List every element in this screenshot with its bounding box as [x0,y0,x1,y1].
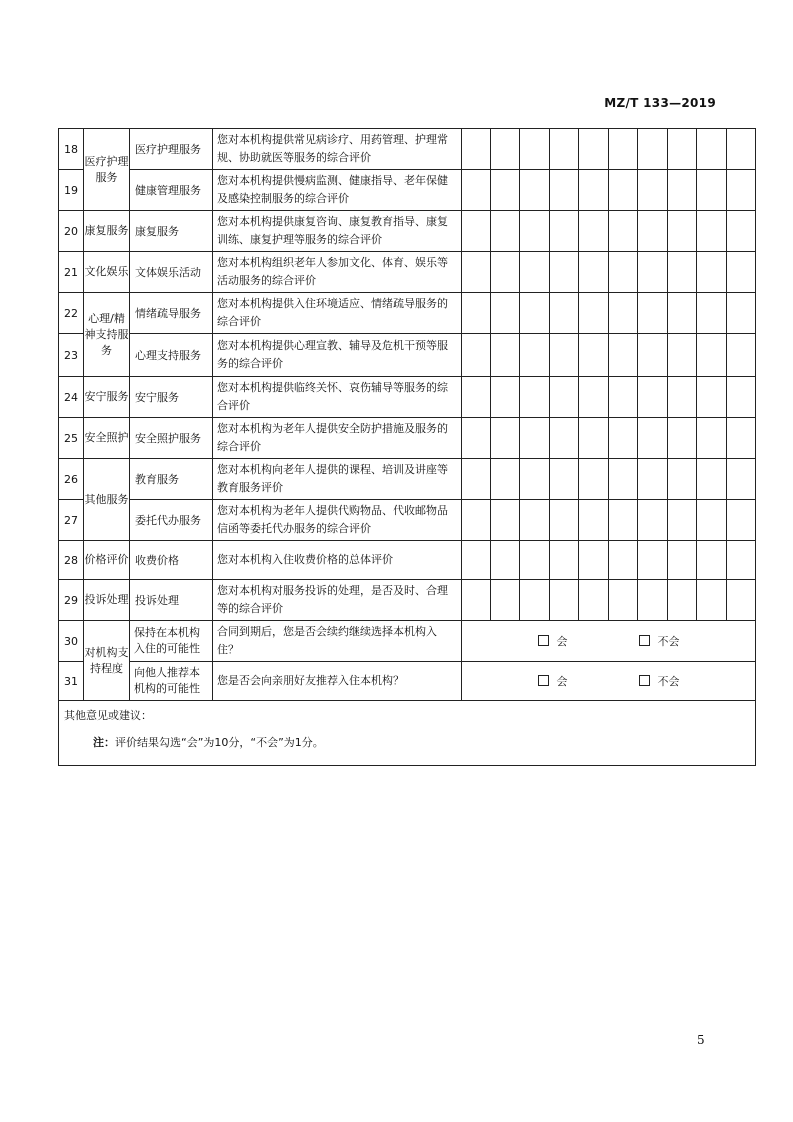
score-cell[interactable] [609,129,638,170]
category-cell: 对机构支持程度 [84,621,130,701]
score-cell[interactable] [520,580,550,621]
score-cell[interactable] [668,418,697,459]
score-cell[interactable] [609,170,638,211]
row-number: 21 [59,252,84,293]
footnote [93,734,324,750]
score-cell[interactable] [579,377,609,418]
item-cell: 情绪疏导服务 [130,293,213,334]
score-cell[interactable] [491,170,520,211]
standard-code: MZ/T 133—2019 [604,96,716,110]
score-cell[interactable] [550,170,579,211]
score-cell[interactable] [462,293,491,334]
score-cell[interactable] [697,129,727,170]
score-cell[interactable] [697,418,727,459]
description-cell: 您对本机构提供常见病诊疗、用药管理、护理常规、协助就医等服务的综合评价 [213,129,462,170]
score-cell[interactable] [579,334,609,377]
score-cell[interactable] [727,541,756,580]
score-cell[interactable] [638,541,668,580]
item-cell: 委托代办服务 [130,500,213,541]
item-cell: 教育服务 [130,459,213,500]
score-cell[interactable] [462,500,491,541]
score-cell[interactable] [727,334,756,377]
item-cell: 投诉处理 [130,580,213,621]
table-row [59,293,756,334]
table-row [59,459,756,500]
row-number: 25 [59,418,84,459]
score-cell[interactable] [491,541,520,580]
score-cell[interactable] [638,580,668,621]
score-cell[interactable] [638,252,668,293]
score-cell[interactable] [462,459,491,500]
score-cell[interactable] [697,170,727,211]
option-no-label: 不会 [657,675,680,688]
note-prefix: 注： [93,736,115,749]
score-cell[interactable] [550,129,579,170]
score-cell[interactable] [697,541,727,580]
row-number: 24 [59,377,84,418]
score-cell[interactable] [668,293,697,334]
score-cell[interactable] [609,211,638,252]
score-cell[interactable] [727,170,756,211]
score-cell[interactable] [491,580,520,621]
score-cell[interactable] [520,377,550,418]
score-cell[interactable] [550,580,579,621]
item-cell: 保持在本机构入住的可能性 [130,621,213,662]
description-cell: 您对本机构入住收费价格的总体评价 [213,541,462,580]
table-row [59,334,756,377]
evaluation-table [58,128,756,766]
score-cell[interactable] [638,377,668,418]
score-cell[interactable] [697,211,727,252]
row-number: 22 [59,293,84,334]
item-cell: 文体娱乐活动 [130,252,213,293]
score-cell[interactable] [579,500,609,541]
other-comments-field[interactable] [59,701,756,766]
row-number: 23 [59,334,84,377]
table-row [59,662,756,701]
description-cell: 您对本机构对服务投诉的处理，是否及时、合理等的综合评价 [213,580,462,621]
score-cell[interactable] [727,252,756,293]
score-cell[interactable] [638,418,668,459]
score-cell[interactable] [609,293,638,334]
score-cell[interactable] [727,459,756,500]
row-number: 18 [59,129,84,170]
checkbox-icon[interactable] [639,635,650,646]
score-cell[interactable] [697,252,727,293]
score-cell[interactable] [697,377,727,418]
score-cell[interactable] [491,252,520,293]
item-cell: 安宁服务 [130,377,213,418]
category-cell: 医疗护理服务 [84,129,130,211]
score-cell[interactable] [727,377,756,418]
score-cell[interactable] [638,170,668,211]
score-cell[interactable] [462,580,491,621]
description-cell: 您对本机构提供康复咨询、康复教育指导、康复训练、康复护理等服务的综合评价 [213,211,462,252]
table-row [59,500,756,541]
table-row [59,252,756,293]
score-cell[interactable] [550,334,579,377]
description-cell: 您是否会向亲朋好友推荐入住本机构？ [213,662,462,701]
category-cell: 价格评价 [84,541,130,580]
score-cell[interactable] [550,293,579,334]
score-cell[interactable] [579,293,609,334]
score-cell[interactable] [520,170,550,211]
score-cell[interactable] [520,211,550,252]
score-cell[interactable] [579,129,609,170]
choice-cell [462,662,756,701]
score-cell[interactable] [727,129,756,170]
score-cell[interactable] [491,377,520,418]
category-cell: 安全照护 [84,418,130,459]
item-cell: 心理支持服务 [130,334,213,377]
option-no-label: 不会 [657,635,680,648]
score-cell[interactable] [550,500,579,541]
score-cell[interactable] [697,334,727,377]
table-row [59,377,756,418]
score-cell[interactable] [579,541,609,580]
score-cell[interactable] [491,334,520,377]
score-cell[interactable] [668,500,697,541]
score-cell[interactable] [697,500,727,541]
table-row [59,418,756,459]
score-cell[interactable] [462,334,491,377]
item-cell: 向他人推荐本机构的可能性 [130,662,213,701]
score-cell[interactable] [668,211,697,252]
score-cell[interactable] [550,252,579,293]
checkbox-icon[interactable] [639,675,650,686]
score-cell[interactable] [520,129,550,170]
item-cell: 健康管理服务 [130,170,213,211]
row-number: 27 [59,500,84,541]
score-cell[interactable] [668,252,697,293]
category-cell: 康复服务 [84,211,130,252]
item-cell: 收费价格 [130,541,213,580]
score-cell[interactable] [668,580,697,621]
row-number: 30 [59,621,84,662]
table-row [59,580,756,621]
option-no[interactable] [639,673,680,689]
score-cell[interactable] [727,418,756,459]
table-row [59,211,756,252]
description-cell: 您对本机构为老年人提供代购物品、代收邮物品信函等委托代办服务的综合评价 [213,500,462,541]
score-cell[interactable] [668,541,697,580]
item-cell: 康复服务 [130,211,213,252]
score-cell[interactable] [579,459,609,500]
score-cell[interactable] [462,418,491,459]
score-cell[interactable] [668,170,697,211]
score-cell[interactable] [638,293,668,334]
score-cell[interactable] [520,418,550,459]
score-cell[interactable] [727,293,756,334]
category-cell: 文化娱乐 [84,252,130,293]
option-no[interactable] [639,633,680,649]
option-yes-label: 会 [556,675,568,688]
description-cell: 您对本机构提供入住环境适应、情绪疏导服务的综合评价 [213,293,462,334]
description-cell: 您对本机构为老年人提供安全防护措施及服务的综合评价 [213,418,462,459]
score-cell[interactable] [697,459,727,500]
score-cell[interactable] [638,500,668,541]
score-cell[interactable] [609,459,638,500]
row-number: 20 [59,211,84,252]
page-number: 5 [697,1033,705,1047]
score-cell[interactable] [491,500,520,541]
score-cell[interactable] [609,500,638,541]
category-cell: 其他服务 [84,459,130,541]
score-cell[interactable] [520,334,550,377]
score-cell[interactable] [668,129,697,170]
score-cell[interactable] [520,252,550,293]
row-number: 26 [59,459,84,500]
score-cell[interactable] [579,580,609,621]
score-cell[interactable] [491,293,520,334]
score-cell[interactable] [462,129,491,170]
table-row [59,621,756,662]
score-cell[interactable] [520,500,550,541]
table-row [59,170,756,211]
score-cell[interactable] [579,418,609,459]
checkbox-icon[interactable] [538,635,549,646]
score-cell[interactable] [638,459,668,500]
option-yes[interactable] [538,673,568,689]
category-cell: 安宁服务 [84,377,130,418]
description-cell: 您对本机构提供心理宣教、辅导及危机干预等服务的综合评价 [213,334,462,377]
score-cell[interactable] [697,293,727,334]
note-text: 评价结果勾选“会”为10分，“不会”为1分。 [115,736,324,749]
category-cell: 投诉处理 [84,580,130,621]
score-cell[interactable] [462,541,491,580]
score-cell[interactable] [579,252,609,293]
score-cell[interactable] [491,211,520,252]
score-cell[interactable] [638,211,668,252]
description-cell: 您对本机构向老年人提供的课程、培训及讲座等教育服务评价 [213,459,462,500]
score-cell[interactable] [491,459,520,500]
option-yes-label: 会 [556,635,568,648]
score-cell[interactable] [609,377,638,418]
score-cell[interactable] [609,252,638,293]
score-cell[interactable] [727,580,756,621]
description-cell: 您对本机构组织老年人参加文化、体育、娱乐等活动服务的综合评价 [213,252,462,293]
row-number: 28 [59,541,84,580]
table-row [59,129,756,170]
row-number: 31 [59,662,84,701]
score-cell[interactable] [550,211,579,252]
description-cell: 您对本机构提供慢病监测、健康指导、老年保健及感染控制服务的综合评价 [213,170,462,211]
option-yes[interactable] [538,633,568,649]
score-cell[interactable] [550,541,579,580]
score-cell[interactable] [462,170,491,211]
score-cell[interactable] [609,334,638,377]
score-cell[interactable] [668,377,697,418]
row-number: 19 [59,170,84,211]
score-cell[interactable] [462,211,491,252]
item-cell: 医疗护理服务 [130,129,213,170]
description-cell: 您对本机构提供临终关怀、哀伤辅导等服务的综合评价 [213,377,462,418]
score-cell[interactable] [638,334,668,377]
score-cell[interactable] [491,418,520,459]
score-cell[interactable] [668,334,697,377]
category-cell: 心理/精神支持服务 [84,293,130,377]
checkbox-icon[interactable] [538,675,549,686]
score-cell[interactable] [609,541,638,580]
table-row [59,541,756,580]
score-cell[interactable] [727,500,756,541]
score-cell[interactable] [609,580,638,621]
score-cell[interactable] [491,129,520,170]
row-number: 29 [59,580,84,621]
score-cell[interactable] [697,580,727,621]
item-cell: 安全照护服务 [130,418,213,459]
score-cell[interactable] [727,211,756,252]
score-cell[interactable] [579,170,609,211]
choice-cell [462,621,756,662]
score-cell[interactable] [520,541,550,580]
score-cell[interactable] [520,293,550,334]
description-cell: 合同到期后，您是否会续约继续选择本机构入住？ [213,621,462,662]
score-cell[interactable] [550,459,579,500]
score-cell[interactable] [638,129,668,170]
score-cell[interactable] [550,418,579,459]
score-cell[interactable] [550,377,579,418]
score-cell[interactable] [579,211,609,252]
score-cell[interactable] [520,459,550,500]
other-comments-label: 其他意见或建议： [64,709,152,722]
score-cell[interactable] [609,418,638,459]
score-cell[interactable] [462,377,491,418]
comments-row [59,701,756,766]
score-cell[interactable] [462,252,491,293]
score-cell[interactable] [668,459,697,500]
